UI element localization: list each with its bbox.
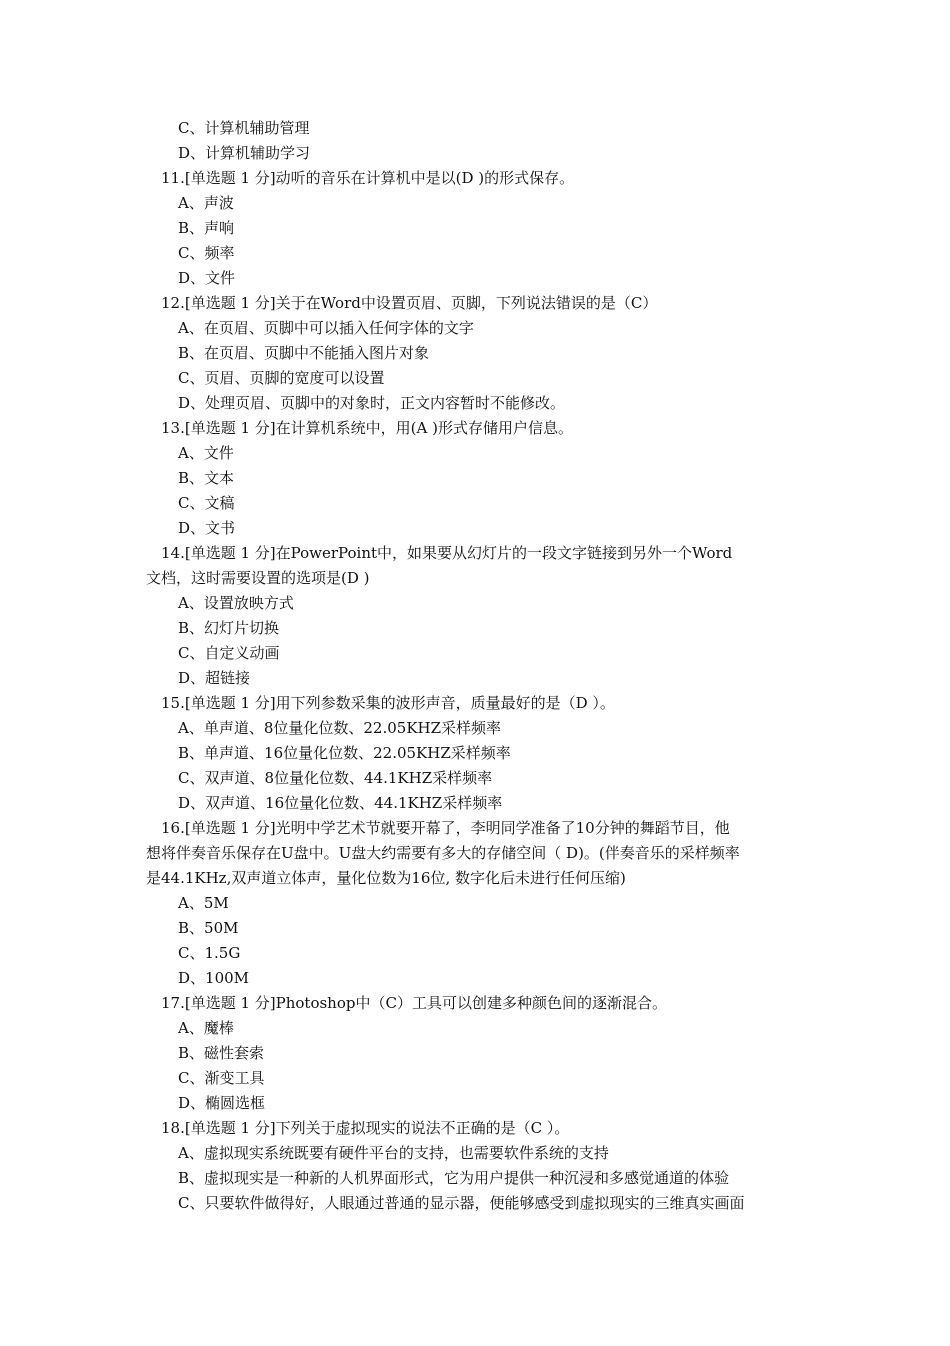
question-stem: 11.[单选题 1 分]动听的音乐在计算机中是以(D )的形式保存。 [161, 169, 575, 187]
answer-option: A、设置放映方式 [178, 594, 294, 612]
answer-option: A、文件 [178, 444, 234, 462]
answer-option: A、魔棒 [178, 1019, 234, 1037]
question-stem: 18.[单选题 1 分]下列关于虚拟现实的说法不正确的是（C ）。 [161, 1119, 570, 1137]
answer-option: B、50M [178, 919, 239, 937]
answer-option: D、双声道、16位量化位数、44.1KHZ采样频率 [178, 794, 503, 812]
answer-option: D、处理页眉、页脚中的对象时，正文内容暂时不能修改。 [178, 394, 566, 412]
answer-option: C、页眉、页脚的宽度可以设置 [178, 369, 385, 387]
answer-option: D、超链接 [178, 669, 251, 687]
answer-option: B、幻灯片切换 [178, 619, 280, 637]
answer-option: B、磁性套索 [178, 1044, 265, 1062]
question-stem: 13.[单选题 1 分]在计算机系统中，用(A )形式存储用户信息。 [161, 419, 573, 437]
answer-option: B、单声道、16位量化位数、22.05KHZ采样频率 [178, 744, 511, 762]
answer-option: A、5M [178, 894, 229, 912]
answer-option: A、虚拟现实系统既要有硬件平台的支持，也需要软件系统的支持 [178, 1144, 609, 1162]
answer-option: B、在页眉、页脚中不能插入图片对象 [178, 344, 430, 362]
answer-option: D、文书 [178, 519, 236, 537]
answer-option: C、自定义动画 [178, 644, 280, 662]
answer-option: B、文本 [178, 469, 235, 487]
answer-option: D、文件 [178, 269, 236, 287]
answer-option: A、在页眉、页脚中可以插入任何字体的文字 [178, 319, 474, 337]
answer-option: C、计算机辅助管理 [178, 119, 310, 137]
answer-option: B、虚拟现实是一种新的人机界面形式，它为用户提供一种沉浸和多感觉通道的体验 [178, 1169, 730, 1187]
answer-option: C、文稿 [178, 494, 235, 512]
quiz-content [0, 116, 950, 1216]
answer-option: D、椭圆选框 [178, 1094, 266, 1112]
answer-option: D、100M [178, 969, 250, 987]
answer-option: C、频率 [178, 244, 235, 262]
question-stem: 14.[单选题 1 分]在PowerPoint中，如果要从幻灯片的一段文字链接到另外一个Word [161, 544, 733, 562]
answer-option: C、只要软件做得好，人眼通过普通的显示器，便能够感受到虚拟现实的三维真实画面 [178, 1194, 745, 1212]
answer-option: C、1.5G [178, 944, 241, 962]
question-stem: 17.[单选题 1 分]Photoshop中（C）工具可以创建多种颜色间的逐渐混合。 [161, 994, 667, 1012]
answer-option: C、双声道、8位量化位数、44.1KHZ采样频率 [178, 769, 493, 787]
question-stem-continuation: 文档，这时需要设置的选项是(D ) [146, 569, 370, 587]
answer-option: C、渐变工具 [178, 1069, 265, 1087]
question-stem: 16.[单选题 1 分]光明中学艺术节就要开幕了，李明同学准备了10分钟的舞蹈节目，他 [161, 819, 730, 837]
question-stem-continuation: 想将伴奏音乐保存在U盘中。U盘大约需要有多大的存储空间（ D)。(伴奏音乐的采样频率 [146, 844, 740, 862]
answer-option: B、声响 [178, 219, 235, 237]
question-stem: 12.[单选题 1 分]关于在Word中设置页眉、页脚，下列说法错误的是（C） [161, 294, 658, 312]
question-stem-continuation: 是44.1KHz,双声道立体声，量化位数为16位, 数字化后未进行任何压缩) [146, 869, 626, 887]
answer-option: A、单声道、8位量化位数、22.05KHZ采样频率 [178, 719, 502, 737]
question-stem: 15.[单选题 1 分]用下列参数采集的波形声音，质量最好的是（D ）。 [161, 694, 615, 712]
answer-option: A、声波 [178, 194, 234, 212]
answer-option: D、计算机辅助学习 [178, 144, 311, 162]
